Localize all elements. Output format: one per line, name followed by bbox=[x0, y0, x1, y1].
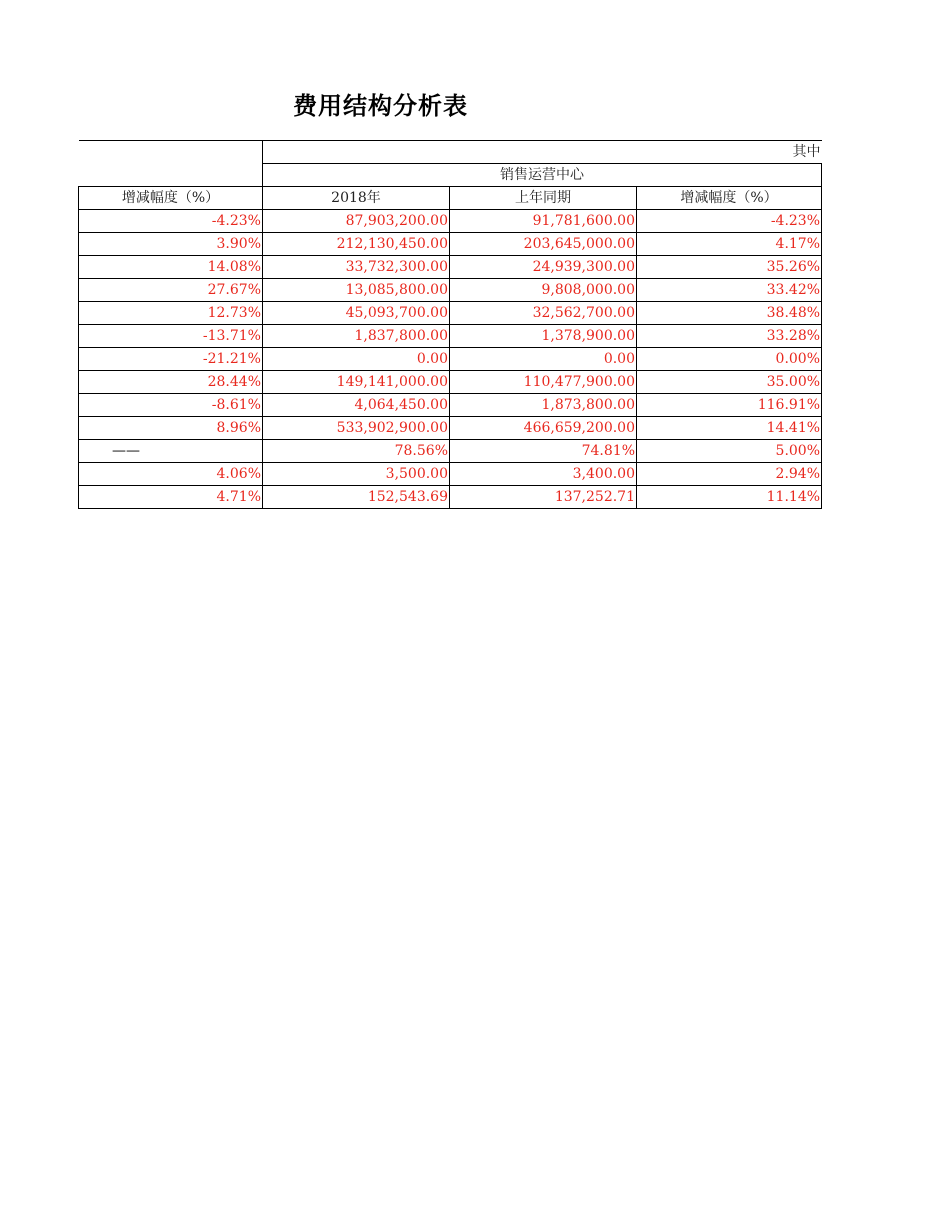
table-cell: 0.00 bbox=[263, 348, 450, 371]
table-row bbox=[79, 417, 822, 440]
header-row-department bbox=[79, 164, 822, 187]
table-row bbox=[79, 302, 822, 325]
table-row bbox=[79, 210, 822, 233]
table-cell: 4,064,450.00 bbox=[263, 394, 450, 417]
table-cell: 466,659,200.00 bbox=[450, 417, 637, 440]
table-cell: -21.21% bbox=[79, 348, 263, 371]
table-cell: 14.08% bbox=[79, 256, 263, 279]
table-cell: 35.26% bbox=[637, 256, 822, 279]
table-row bbox=[79, 486, 822, 509]
table-cell: 4.17% bbox=[637, 233, 822, 256]
table-cell: 12.73% bbox=[79, 302, 263, 325]
table-cell: 212,130,450.00 bbox=[263, 233, 450, 256]
table-cell: 33,732,300.00 bbox=[263, 256, 450, 279]
table-cell: 3,400.00 bbox=[450, 463, 637, 486]
table-cell: 13,085,800.00 bbox=[263, 279, 450, 302]
table-row bbox=[79, 348, 822, 371]
table-row bbox=[79, 371, 822, 394]
table-cell: 14.41% bbox=[637, 417, 822, 440]
table-row bbox=[79, 279, 822, 302]
table-row bbox=[79, 394, 822, 417]
table-cell: 28.44% bbox=[79, 371, 263, 394]
table-cell: 4.06% bbox=[79, 463, 263, 486]
header-row-group bbox=[79, 141, 822, 164]
table-cell: 24,939,300.00 bbox=[450, 256, 637, 279]
table-cell: 2.94% bbox=[637, 463, 822, 486]
table-cell: 1,873,800.00 bbox=[450, 394, 637, 417]
table-cell: 9,808,000.00 bbox=[450, 279, 637, 302]
table-cell: -8.61% bbox=[79, 394, 263, 417]
table-cell: 152,543.69 bbox=[263, 486, 450, 509]
table-cell: 38.48% bbox=[637, 302, 822, 325]
table-row bbox=[79, 440, 822, 463]
col-header-prev-year: 上年同期 bbox=[450, 187, 637, 210]
table-cell: -13.71% bbox=[79, 325, 263, 348]
table-row bbox=[79, 256, 822, 279]
table-cell: 137,252.71 bbox=[450, 486, 637, 509]
table-cell: 110,477,900.00 bbox=[450, 371, 637, 394]
table-cell: 33.42% bbox=[637, 279, 822, 302]
header-blank-cell bbox=[79, 164, 263, 187]
table-cell: 87,903,200.00 bbox=[263, 210, 450, 233]
table-cell: -4.23% bbox=[79, 210, 263, 233]
table-cell: 33.28% bbox=[637, 325, 822, 348]
table-cell: 74.81% bbox=[450, 440, 637, 463]
table-cell: 1,378,900.00 bbox=[450, 325, 637, 348]
table-cell: 116.91% bbox=[637, 394, 822, 417]
department-label-cell: 销售运营中心 bbox=[263, 164, 822, 187]
table-cell: —— bbox=[79, 440, 263, 463]
table-cell: 5.00% bbox=[637, 440, 822, 463]
table-cell: 3,500.00 bbox=[263, 463, 450, 486]
col-header-change-right: 增减幅度（%） bbox=[637, 187, 822, 210]
table-cell: 0.00% bbox=[637, 348, 822, 371]
table-cell: 78.56% bbox=[263, 440, 450, 463]
table-cell: 27.67% bbox=[79, 279, 263, 302]
table-cell: 32,562,700.00 bbox=[450, 302, 637, 325]
table-row bbox=[79, 233, 822, 256]
table-cell: 533,902,900.00 bbox=[263, 417, 450, 440]
table-row bbox=[79, 463, 822, 486]
table-cell: -4.23% bbox=[637, 210, 822, 233]
table-row bbox=[79, 325, 822, 348]
page-title: 费用结构分析表 bbox=[293, 92, 468, 120]
expense-structure-table bbox=[78, 140, 822, 509]
col-header-change-left: 增减幅度（%） bbox=[79, 187, 263, 210]
table-cell: 8.96% bbox=[79, 417, 263, 440]
table-cell: 91,781,600.00 bbox=[450, 210, 637, 233]
header-row-columns bbox=[79, 187, 822, 210]
table-cell: 45,093,700.00 bbox=[263, 302, 450, 325]
table-cell: 11.14% bbox=[637, 486, 822, 509]
table-cell: 3.90% bbox=[79, 233, 263, 256]
table-cell: 4.71% bbox=[79, 486, 263, 509]
table-cell: 35.00% bbox=[637, 371, 822, 394]
group-label-cell: 其中 bbox=[263, 141, 822, 164]
table-cell: 203,645,000.00 bbox=[450, 233, 637, 256]
table-cell: 1,837,800.00 bbox=[263, 325, 450, 348]
col-header-2018: 2018年 bbox=[263, 187, 450, 210]
header-blank-cell bbox=[79, 141, 263, 164]
table-cell: 149,141,000.00 bbox=[263, 371, 450, 394]
table-cell: 0.00 bbox=[450, 348, 637, 371]
